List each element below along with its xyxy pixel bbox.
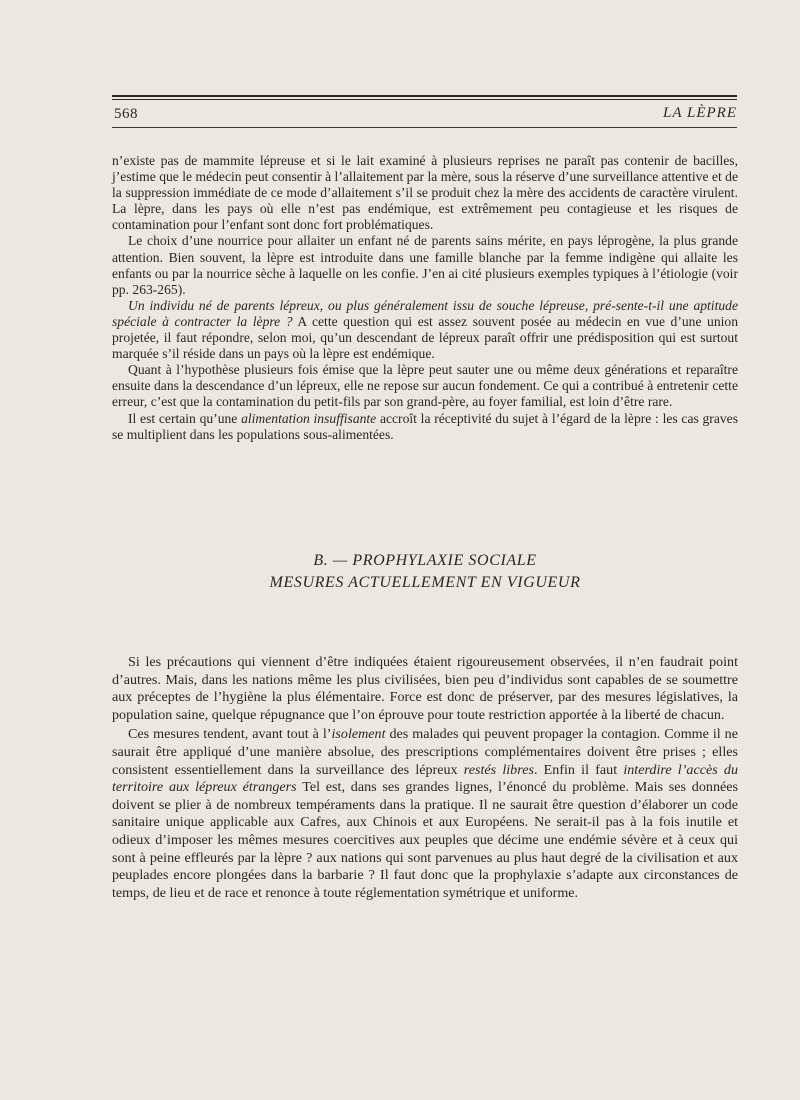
paragraph: Le choix d’une nourrice pour allaiter un enfant né de parents sains mérite, en pays léprogène, la plus grande attention. Bien souvent, la lèpre est introduite dans une famille blanche par la femme indigène qui allaite les enfants ou par la nourrice sèche à laquelle on les confie. J’en ai cité plusieurs exemples typiques à l’étiologie (voir pp. 263-265).	[112, 233, 738, 297]
italic-term: isolement	[331, 726, 386, 743]
paragraph	[112, 726, 738, 902]
header-rule-thin	[112, 99, 737, 100]
paragraph-text: Il est certain qu’une	[128, 410, 242, 426]
running-title: LA LÈPRE	[663, 105, 737, 121]
paragraph-text: Tel est, dans ses grandes lignes, l’énoncé du problème. Mais ses données doivent se plier à de nombreux tempéraments dans la pratique. Il ne saurait être question d’élaborer un code sanitaire unique applicable aux Cafres, aux Chinois et aux Européens. Ne serait-il pas à la fois inutile et odieux d’imposer les mêmes mesures coercitives aux peuples que décime une endémie sévère et à ceux qui sont à peine effleurés par la lèpre ? aux nations qui sont parvenues au plus haut degré de la civilisation et aux peuplades encore plongées dans la barbarie ? Il faut donc que la prophylaxie s’adapte aux circonstances de temps, de lieu et de race et renonce à toute réglementation symétrique et uniforme.	[112, 779, 738, 901]
paragraph-text: A cette question qui est assez souvent posée au médecin en vue d’une union projetée, il faut répondre, selon moi, qu’un descendant de lépreux paraît offrir une prédisposition qui est surtout marquée s’il réside dans un pays où la lèpre est endémique.	[112, 313, 738, 362]
page-number: 568	[114, 106, 138, 122]
paragraph: Quant à l’hypothèse plusieurs fois émise que la lèpre peut sauter une ou même deux générations et reparaître ensuite dans la descendance d’un lépreux, elle ne repose sur aucun fondement. Ce qui a contribué à entretenir cette erreur, c’est que la contamination du petit-fils par son grand-père, au foyer familial, est loin d’être rare.	[112, 362, 738, 410]
body-text-part1	[112, 153, 738, 443]
section-heading: B. — PROPHYLAXIE SOCIALE	[313, 552, 537, 569]
italic-term: alimentation insuffisante	[241, 410, 377, 426]
paragraph-text: Ces mesures tendent, avant tout à l’	[128, 726, 332, 743]
header-rule-bottom	[112, 127, 737, 128]
body-text-part2	[112, 654, 738, 904]
paragraph: Si les précautions qui viennent d’être indiquées étaient rigoureusement observées, il n’en faudrait point d’autres. Mais, dans les nations même les plus civilisées, bien peu d’individus sont capables de se soumettre aux préceptes de l’hygiène la plus élémentaire. Force est donc de préserver, par des mesures législatives, la population saine, quelque répugnance que l’on éprouve pour toute restriction apportée à la liberté de chacun.	[112, 654, 738, 723]
paragraph: n’existe pas de mammite lépreuse et si le lait examiné à plusieurs reprises ne paraît pas contenir de bacilles, j’estime que le médecin peut consentir à l’allaitement par la mère, sous la réserve d’une surveillance attentive et de la suppression immédiate de ce mode d’allaitement s’il se produit chez la mère des accidents de caractère virulent. La lèpre, dans les pays où elle n’est pas endémique, est extrêmement peu contagieuse et les risques de contamination pour l’enfant sont donc fort problématiques.	[112, 153, 738, 233]
header-rule-thick	[112, 95, 737, 97]
paragraph	[112, 298, 738, 362]
paragraph-text: . Enfin il faut	[533, 761, 624, 778]
italic-term: restés libres	[463, 761, 534, 778]
italic-term: interdire l’accès du territoire aux lépreux étrangers	[112, 761, 739, 796]
section-subheading: MESURES ACTUELLEMENT EN VIGUEUR	[269, 574, 581, 591]
italic-question: Un individu né de parents lépreux, ou plus généralement issu de souche lépreuse, pré-sente-t-il une aptitude spéciale à contracter la lèpre ?	[112, 297, 738, 329]
paragraph-text: des malades qui peuvent propager la contagion. Comme il ne saurait être appliqué d’une manière absolue, des prescriptions complémentaires doivent être prises ; elles consistent essentiellement dans la surveillance des lépreux	[112, 726, 738, 778]
paragraph	[112, 411, 738, 443]
paragraph-text: accroît la réceptivité du sujet à l’égard de la lèpre : les cas graves se multiplient dans les populations sous-alimentées.	[112, 410, 738, 442]
